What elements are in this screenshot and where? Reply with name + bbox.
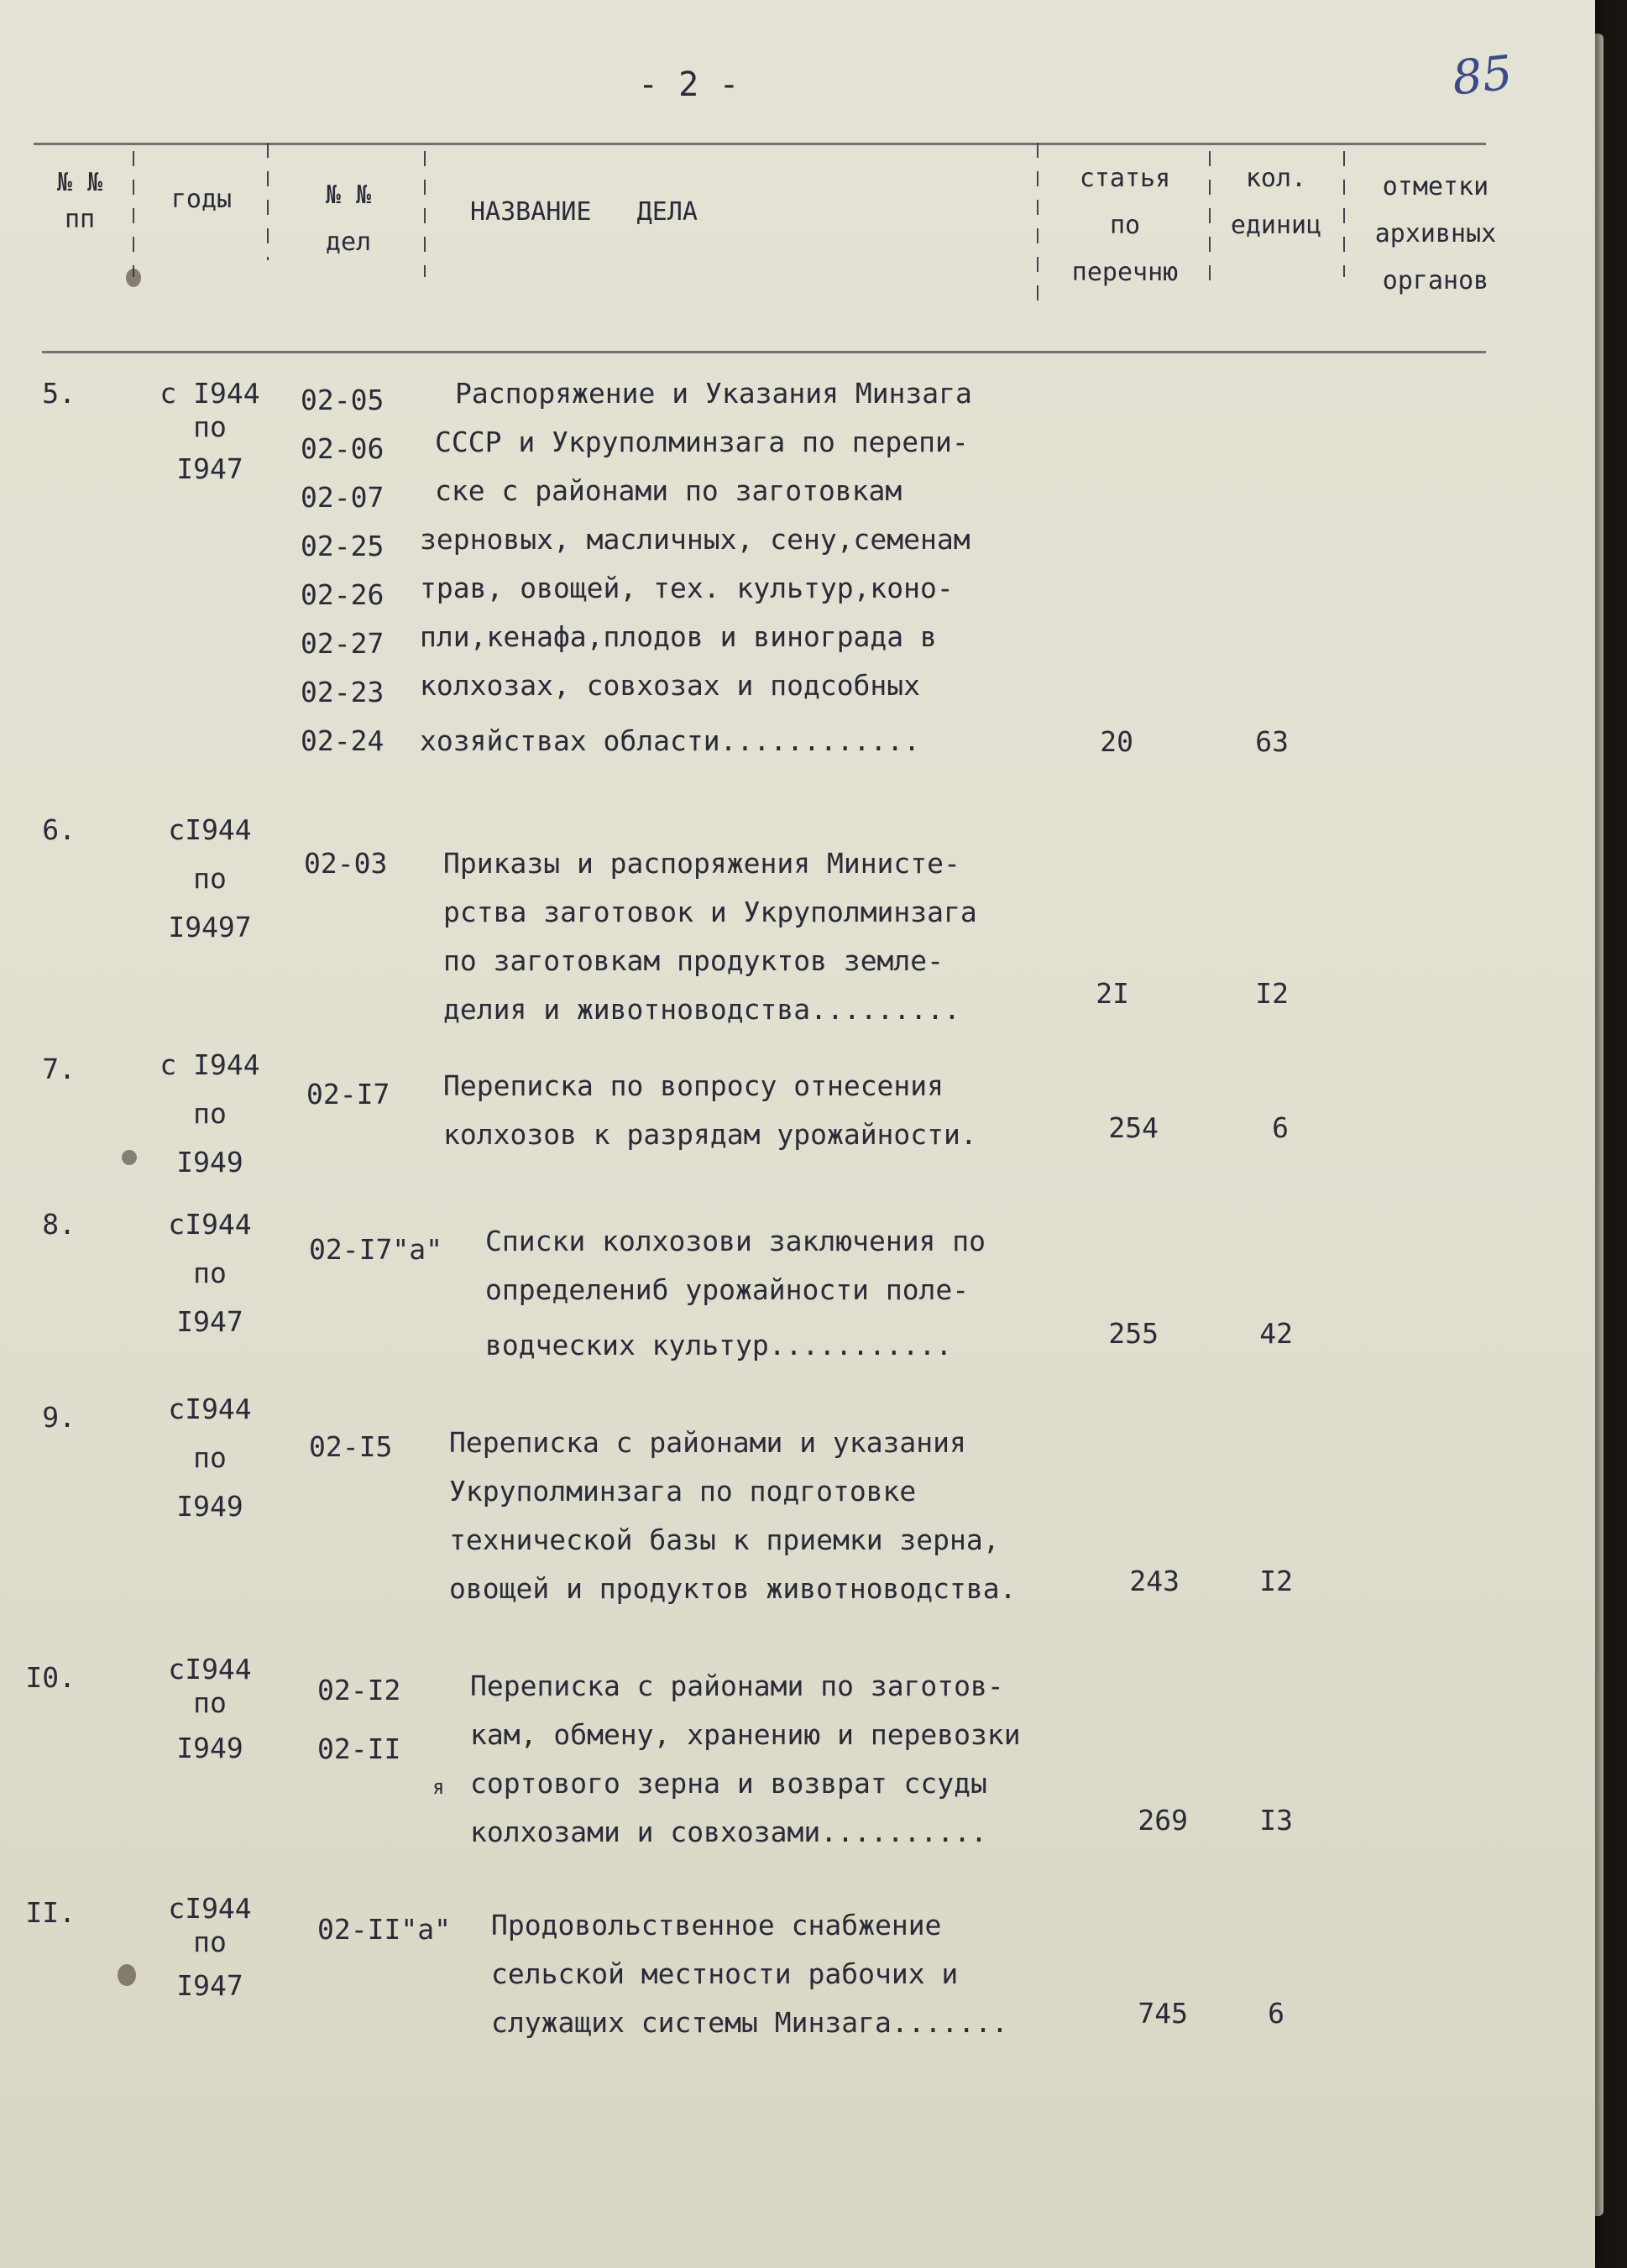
row-number: 5. [42,377,76,410]
row-number: 9. [42,1401,76,1434]
row-count: 6 [1272,1111,1289,1144]
row-years: сI944 по I949 [168,1653,252,1764]
row-count: 42 [1259,1317,1293,1350]
row-number: 8. [42,1208,76,1241]
header-num: № № пп [56,168,103,234]
header-separator [267,143,269,260]
row-article: 255 [1108,1317,1159,1350]
row-number: I0. [25,1661,76,1694]
header-separator [424,151,426,277]
row-title: Переписка с районами и указания Укруполминзага по подготовке технической базы к приемки зерна, овощей и продуктов животноводства. [449,1426,1017,1605]
row-title: Переписка по вопросу отнесения колхозов к разрядам урожайности. [443,1069,977,1151]
row-codes: 02-I7 [306,1078,390,1110]
row-count: I3 [1259,1804,1293,1837]
row-article: 269 [1138,1804,1188,1837]
row-codes: 02-03 [304,847,388,880]
row-number: II. [25,1896,76,1929]
row-article: 745 [1138,1997,1188,2030]
header-separator [1037,143,1038,302]
row-article: 254 [1108,1111,1159,1144]
row-count: I2 [1255,977,1289,1010]
header-title: НАЗВАНИЕ ДЕЛА [470,197,698,227]
binding-hole [118,1964,136,1986]
row-title: Распоряжение и Указания Минзага СССР и Укруполминзага по перепи- ске с районами по заготовкам зерновых, масличных, сену,семенам трав, овощей, тех. культур,коно- пли,кенафа,плодов и винограда в колхозах, совхозах и подсобных хозяйствах области............ [420,377,972,757]
row-count: 6 [1268,1997,1284,2030]
header-separator [1209,151,1211,294]
row-codes: 02-I7"а" [309,1233,442,1266]
row-years: сI944 по I947 [168,1208,252,1338]
header-top-rule [34,143,1486,145]
row-article: 243 [1129,1565,1180,1597]
row-title: Переписка с районами по заготов- кам, обмену, хранению и перевозки сортового зерна и возврат ссуды колхозами и совхозами.......... [470,1670,1021,1848]
header-count: кол. единиц [1230,164,1322,240]
binding-hole [126,269,141,287]
row-codes: 02-05 02-06 02-07 02-25 02-26 02-27 02-23 02-24 [301,384,385,757]
row-count: I2 [1259,1565,1293,1597]
row-years: сI944 по I949 [168,1393,252,1523]
row-codes: 02-I2 02-II [317,1674,401,1765]
row-years: сI944 по I9497 [168,813,252,943]
row-number: 7. [42,1053,76,1085]
header-separator [1343,151,1345,277]
archive-sheet-number: 85 [1449,45,1515,107]
row-article: 2I [1096,977,1129,1010]
row-years: с I944 по I947 [160,377,260,485]
row-codes: 02-I5 [309,1430,393,1463]
row-title: Продовольственное снабжение сельской местности рабочих и служащих системы Минзага....... [491,1909,1008,2039]
header-codes: № № дел [325,180,372,257]
header-years: годы [170,185,233,214]
row-count: 63 [1255,725,1289,758]
row-years: сI944 по I947 [168,1892,252,2002]
header-article: статья по перечню [1071,164,1179,287]
row-article: 20 [1100,725,1133,758]
header-separator [133,151,134,277]
row-title: Списки колхозови заключения по определениб урожайности поле- водческих культур........... [485,1225,986,1361]
row-marginal-note: я [432,1775,445,1799]
header-bottom-rule [42,351,1486,353]
row-number: 6. [42,813,76,846]
row-years: с I944 по I949 [160,1048,260,1178]
binding-hole [122,1150,137,1165]
header-marks: отметки архивных органов [1374,172,1497,295]
row-title: Приказы и распоряжения Министе- рства заготовок и Укруполминзага по заготовкам продуктов земле- делия и животноводства......... [443,847,977,1026]
page-number: - 2 - [638,65,740,104]
row-codes: 02-II"а" [317,1913,451,1946]
